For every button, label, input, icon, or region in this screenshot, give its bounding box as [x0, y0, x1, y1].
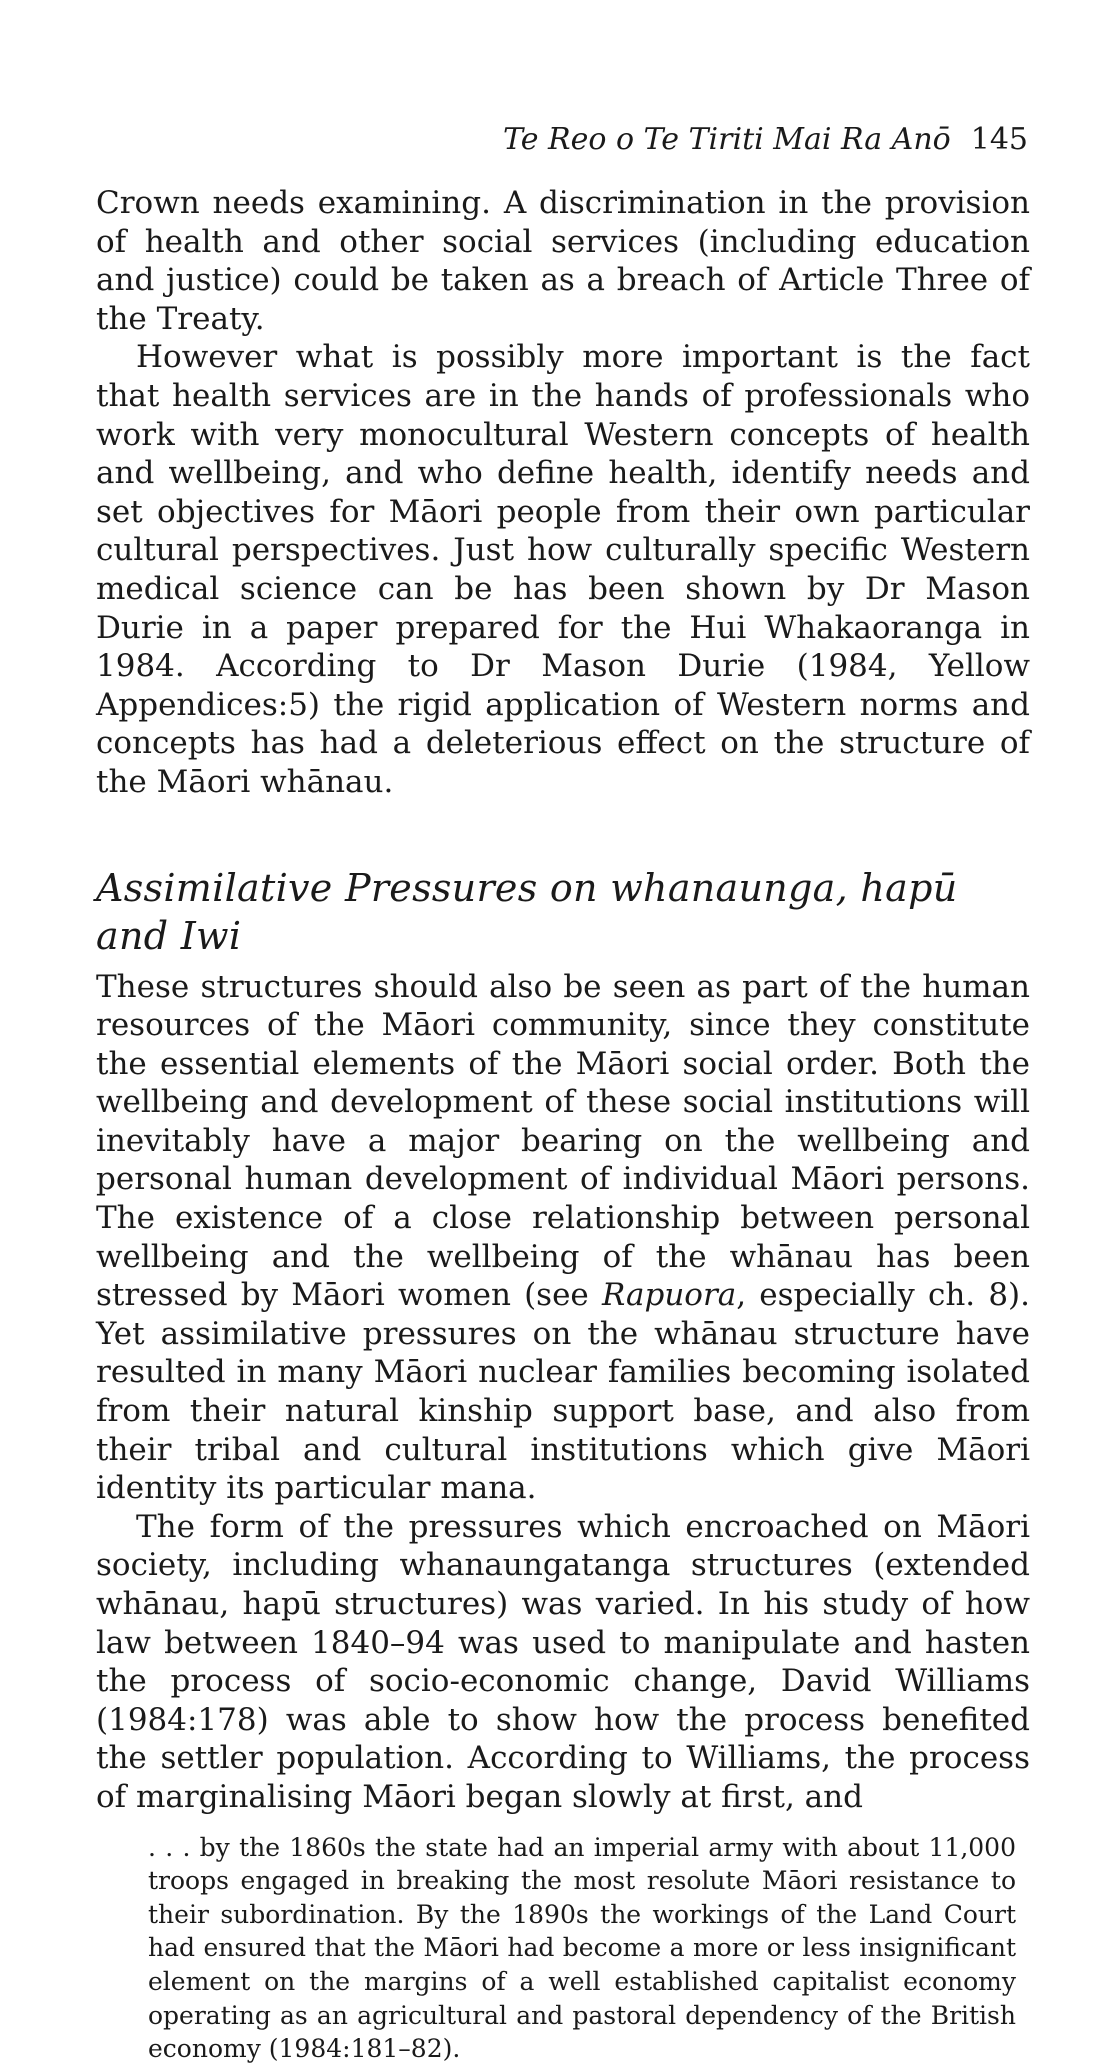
paragraph-crown: Crown needs examining. A discrimination in the provision of health and other social services (including education and justice) could be taken as a breach of Article Three of the Treaty. — [96, 185, 1030, 337]
page-number: 145 — [970, 122, 1028, 157]
rapuora-title: Rapuora — [601, 1277, 737, 1314]
paragraph-structures-part-2: , especially ch. 8). Yet assimilative pressures on the whānau structure have resulted in many Māori nuclear families becoming isolated from their natural kinship support base, and also from their tribal and cultural institutions which give Māori identity its particular mana. — [96, 1277, 1030, 1507]
running-head — [96, 120, 1030, 160]
paragraph-structures — [96, 968, 1030, 1508]
paragraph-structures-part-1: These structures should also be seen as part of the human resources of the Māori community, since they constitute the essential elements of the Māori social order. Both the wellbeing and development of these social institutions will inevitably have a major bearing on the wellbeing and personal human development of individual Māori persons. The existence of a close relationship between personal wellbeing and the wellbeing of the whānau has been stressed by Māori women (see — [96, 968, 1030, 1314]
paragraph-health-services: However what is possibly more important is the fact that health services are in the hands of professionals who work with very monocultural Western concepts of health and wellbeing, and who define health, identify needs and set objectives for Māori people from their own particular cultural perspectives. Just how culturally specific Western medical science can be has been shown by Dr Mason Durie in a paper prepared for the Hui Whakaoranga in 1984. According to Dr Mason Durie (1984, Yellow Appendices:5) the rigid application of Western norms and concepts has had a deleterious effect on the structure of the Māori whānau. — [96, 339, 1030, 800]
section-heading: Assimilative Pressures on whanaunga, hapū and Iwi — [96, 865, 958, 958]
running-head-title: Te Reo o Te Tiriti Mai Ra Anō — [503, 122, 951, 157]
block-quote: . . . by the 1860s the state had an imperial army with about 11,000 troops engaged in breaking the most resolute Māori resistance to their subordination. By the 1890s the workings of the Land Court had ensured that the Māori had become a more or less insignificant element on the margins of a well established capitalist economy operating as an agricultural and pastoral dependency of the British economy (1984:181–82). — [148, 1832, 1016, 2064]
book-page — [96, 120, 1030, 2066]
paragraph-pressures: The form of the pressures which encroached on Māori society, including whanaungatanga structures (extended whānau, hapū structures) was varied. In his study of how law between 1840–94 was used to manipulate and hasten the process of socio-economic change, David Williams (1984:178) was able to show how the process benefited the settler population. According to Williams, the process of marginalising Māori began slowly at first, and — [96, 1508, 1030, 1815]
